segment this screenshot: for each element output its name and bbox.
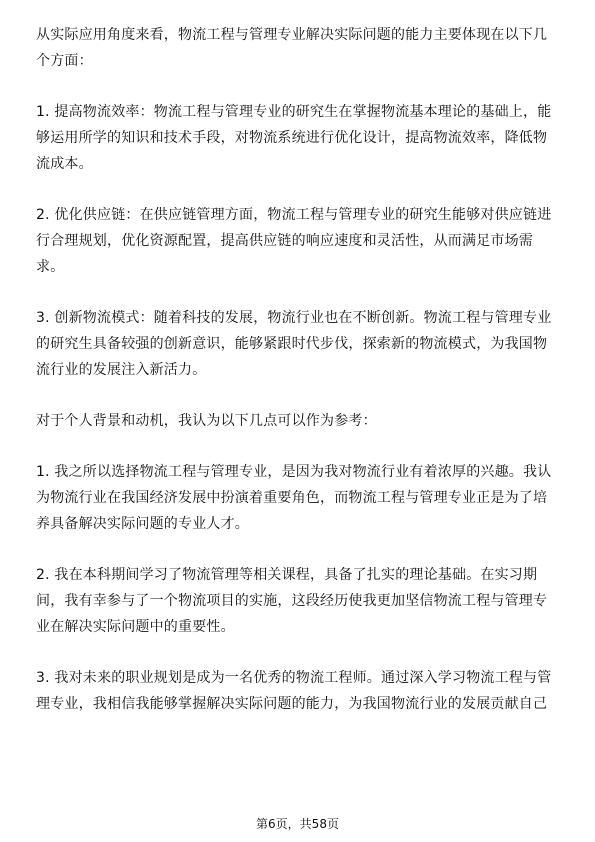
page-number: 第6页，共58页 [256,817,339,831]
paragraph: 3. 创新物流模式：随着科技的发展，物流行业也在不断创新。物流工程与管理专业的研究生具备较强的创新意识，能够紧跟时代步伐，探索新的物流模式，为我国物流行业的发展注入新活力。 [36,310,552,378]
paragraph: 2. 我在本科期间学习了物流管理等相关课程，具备了扎实的理论基础。在实习期间，我有幸参与了一个物流项目的实施，这段经历使我更加坚信物流工程与管理专业在解决实际问题中的重要性。 [36,567,548,635]
paragraph: 3. 我对未来的职业规划是成为一名优秀的物流工程师。通过深入学习物流工程与管理专业，我相信我能够掌握解决实际问题的能力，为我国物流行业的发展贡献自己 [36,670,552,712]
paragraph: 1. 我之所以选择物流工程与管理专业，是因为我对物流行业有着浓厚的兴趣。我认为物流行业在我国经济发展中扮演着重要角色，而物流工程与管理专业正是为了培养具备解决实际问题的专业人才。 [36,464,552,532]
paragraph: 从实际应用角度来看，物流工程与管理专业解决实际问题的能力主要体现在以下几个方面： [36,27,548,69]
document-body [36,22,559,742]
paragraph: 1. 提高物流效率：物流工程与管理专业的研究生在掌握物流基本理论的基础上，能够运用所学的知识和技术手段，对物流系统进行优化设计，提高物流效率，降低物流成本。 [36,104,552,172]
paragraph: 对于个人背景和动机，我认为以下几点可以作为参考： [36,413,377,429]
paragraph: 2. 优化供应链：在供应链管理方面，物流工程与管理专业的研究生能够对供应链进行合理规划，优化资源配置，提高供应链的响应速度和灵活性，从而满足市场需求。 [36,207,552,275]
page-footer [0,817,595,831]
